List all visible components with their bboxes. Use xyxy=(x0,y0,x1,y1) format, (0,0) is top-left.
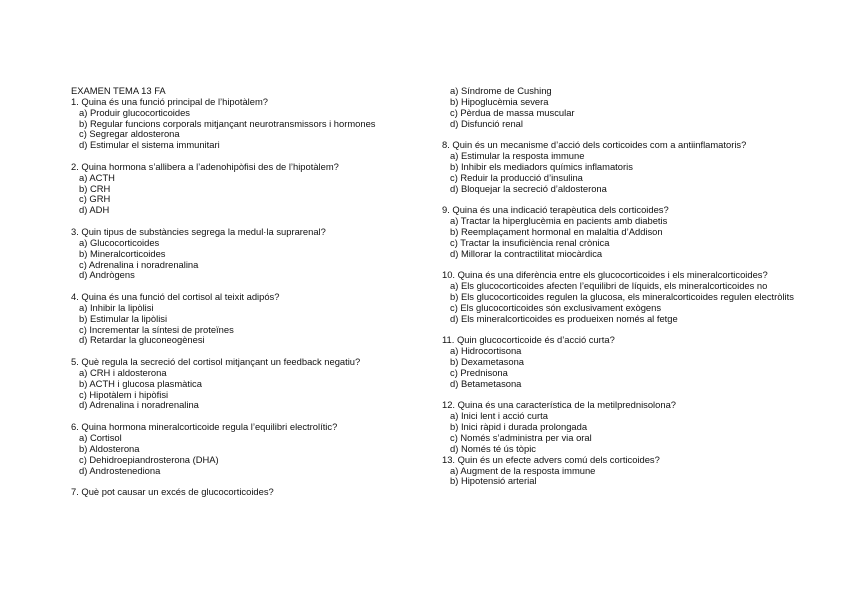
question-10 xyxy=(442,270,802,324)
question-3 xyxy=(71,227,411,281)
option-a: a) Augment de la resposta immune xyxy=(450,464,596,476)
option-b: b) Reemplaçament hormonal en malaltia d’Addison xyxy=(450,225,663,237)
question-6 xyxy=(71,422,411,476)
question-text: 13. Quin és un efecte advers comú dels corticoides? xyxy=(442,453,660,465)
option-b: b) Estimular la lipòlisi xyxy=(79,312,168,324)
option-b: b) Regular funcions corporals mitjançant neurotransmissors i hormones xyxy=(79,117,376,129)
option-d: d) ADH xyxy=(79,204,110,216)
option-c: c) Tractar la insuficiència renal crònica xyxy=(450,236,610,248)
question-text: 11. Quin glucocorticoide és d’acció curta? xyxy=(442,334,615,346)
option-d: d) Estimular el sistema immunitari xyxy=(79,139,220,151)
option-a: a) Cortisol xyxy=(79,432,122,443)
question-7-options xyxy=(442,86,802,129)
option-c: c) Segregar aldosterona xyxy=(79,128,180,140)
question-text: 1. Quina és una funció principal de l’hipotàlem? xyxy=(71,95,268,107)
option-d: d) Andrògens xyxy=(79,269,135,281)
question-text: 8. Quin és un mecanisme d’acció dels corticoides com a antiinflamatoris? xyxy=(442,139,747,151)
question-8 xyxy=(442,140,802,194)
question-text: 2. Quina hormona s’allibera a l’adenohipòfisi des de l’hipotàlem? xyxy=(71,160,339,172)
option-a: a) Produir glucocorticoides xyxy=(79,106,190,118)
question-text: 6. Quina hormona mineralcorticoide regula l’equilibri electrolític? xyxy=(71,421,338,433)
exam-title: EXAMEN TEMA 13 FA xyxy=(71,85,166,96)
question-7 xyxy=(71,487,411,498)
question-2 xyxy=(71,162,411,216)
option-a: a) CRH i aldosterona xyxy=(79,366,167,378)
option-b: b) Dexametasona xyxy=(450,356,524,368)
option-b: b) Inici ràpid i durada prolongada xyxy=(450,421,588,433)
question-12 xyxy=(442,400,802,454)
question-11 xyxy=(442,335,802,389)
option-b: b) Mineralcorticoides xyxy=(79,247,166,259)
option-c: c) Reduir la producció d’insulina xyxy=(450,171,583,183)
left-column xyxy=(71,86,411,498)
option-d: d) Androstenediona xyxy=(79,464,161,476)
question-text: 12. Quina és una característica de la metilprednisolona? xyxy=(442,399,676,411)
question-text: 10. Quina és una diferència entre els glucocorticoides i els mineralcorticoides? xyxy=(442,269,768,281)
option-a: a) Estimular la resposta immune xyxy=(450,150,585,162)
option-c: c) Els glucocorticoides són exclusivament exògens xyxy=(450,301,662,313)
question-text: 3. Quin tipus de substàncies segrega la medul·la suprarenal? xyxy=(71,225,326,237)
question-4 xyxy=(71,292,411,346)
option-b: b) Hipoglucèmia severa xyxy=(450,95,549,107)
option-a: a) Inhibir la lipòlisi xyxy=(79,301,154,313)
option-d: d) Disfunció renal xyxy=(450,117,523,129)
option-a: a) Els glucocorticoides afecten l’equilibri de líquids, els mineralcorticoides no xyxy=(450,280,768,292)
option-a: a) Tractar la hiperglucèmia en pacients amb diabetis xyxy=(450,215,668,227)
question-13 xyxy=(442,455,802,488)
option-a: a) Hidrocortisona xyxy=(450,345,522,357)
question-5 xyxy=(71,357,411,411)
question-text: 7. Què pot causar un excés de glucocorticoides? xyxy=(71,486,274,498)
option-b: b) CRH xyxy=(79,182,111,194)
option-c: c) Dehidroepiandrosterona (DHA) xyxy=(79,453,219,465)
option-d: d) Només té ús tòpic xyxy=(450,442,536,454)
option-b: b) Inhibir els mediadors químics inflamatoris xyxy=(450,160,633,172)
option-a: a) Inici lent i acció curta xyxy=(450,410,548,422)
option-c: c) Pèrdua de massa muscular xyxy=(450,106,575,118)
question-text: 4. Quina és una funció del cortisol al teixit adipós? xyxy=(71,291,280,303)
option-a: a) Glucocorticoides xyxy=(79,236,160,248)
option-b: b) Els glucocorticoides regulen la glucosa, els mineralcorticoides regulen electròlits xyxy=(450,291,794,303)
option-b: b) Aldosterona xyxy=(79,442,140,454)
option-c: c) Incrementar la síntesi de proteïnes xyxy=(79,323,234,335)
option-a: a) ACTH xyxy=(79,171,115,183)
option-a: a) Síndrome de Cushing xyxy=(450,85,552,96)
option-d: d) Betametasona xyxy=(450,377,522,389)
question-text: 5. Què regula la secreció del cortisol mitjançant un feedback negatiu? xyxy=(71,356,361,368)
option-c: c) Només s’administra per via oral xyxy=(450,432,592,443)
option-d: d) Els mineralcorticoides es produeixen només al fetge xyxy=(450,312,678,324)
option-c: c) GRH xyxy=(79,193,111,205)
option-d: d) Bloquejar la secreció d’aldosterona xyxy=(450,182,607,194)
question-1 xyxy=(71,97,411,151)
option-b: b) ACTH i glucosa plasmàtica xyxy=(79,377,202,389)
option-c: c) Prednisona xyxy=(450,366,508,378)
option-d: d) Retardar la gluconeogènesi xyxy=(79,334,205,346)
right-column xyxy=(442,86,802,487)
option-c: c) Hipotàlem i hipòfisi xyxy=(79,388,169,400)
option-c: c) Adrenalina i noradrenalina xyxy=(79,258,199,270)
question-text: 9. Quina és una indicació terapèutica dels corticoides? xyxy=(442,204,669,216)
option-d: d) Adrenalina i noradrenalina xyxy=(79,399,199,411)
option-d: d) Millorar la contractilitat miocàrdica xyxy=(450,247,603,259)
option-b: b) Hipotensió arterial xyxy=(450,475,537,487)
question-9 xyxy=(442,205,802,259)
